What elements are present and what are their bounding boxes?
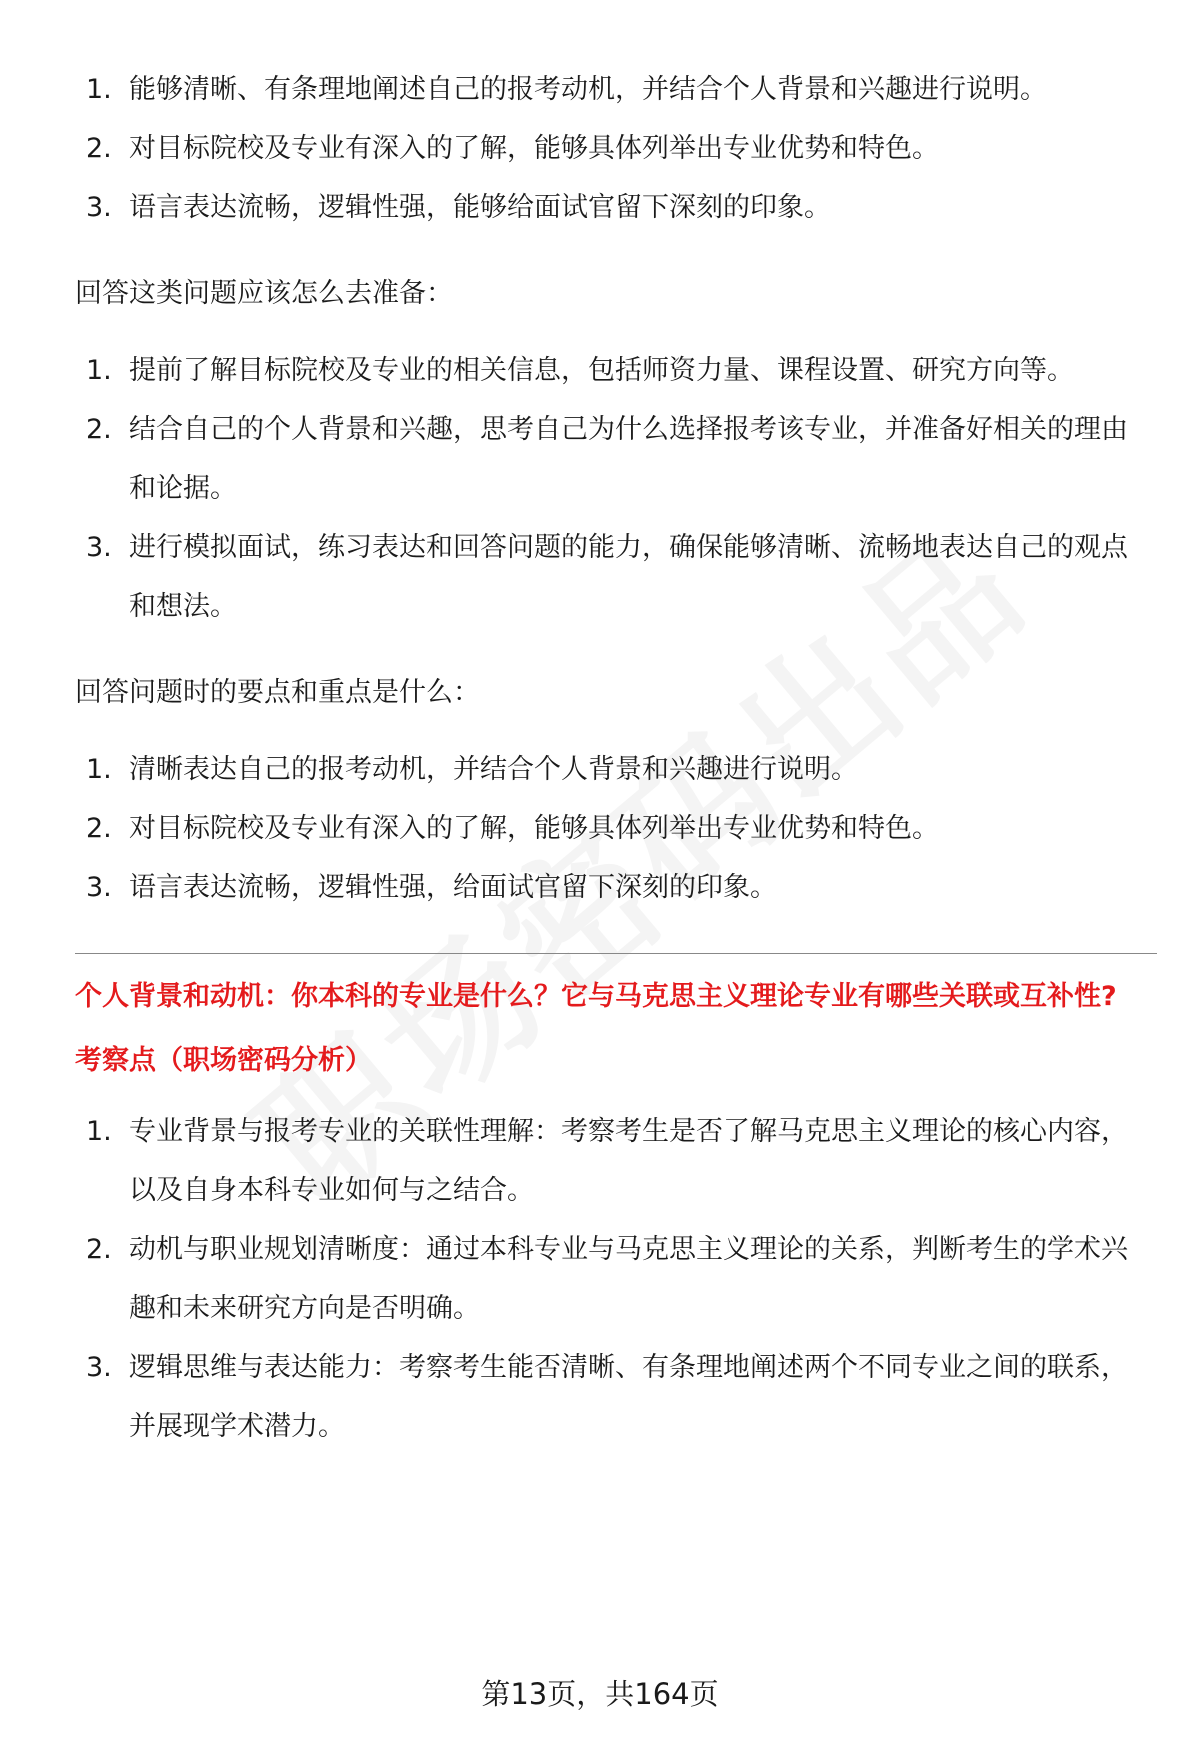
requirements-list bbox=[75, 60, 1145, 237]
list-item bbox=[75, 60, 1145, 119]
section-heading-prepare: 回答这类问题应该怎么去准备： bbox=[75, 278, 453, 309]
list-text: 对目标院校及专业有深入的了解，能够具体列举出专业优势和特色。 bbox=[129, 813, 939, 844]
list-number: 3. bbox=[86, 192, 112, 223]
list-text: 语言表达流畅，逻辑性强，给面试官留下深刻的印象。 bbox=[129, 872, 777, 903]
key-points-list bbox=[75, 740, 1145, 917]
list-text: 进行模拟面试，练习表达和回答问题的能力，确保能够清晰、流畅地表达自己的观点和想法。 bbox=[129, 532, 1128, 622]
page-number: 第13页，共164页 bbox=[481, 1677, 719, 1711]
analysis-list bbox=[75, 1102, 1145, 1456]
page-content bbox=[75, 60, 1145, 1456]
list-text: 对目标院校及专业有深入的了解，能够具体列举出专业优势和特色。 bbox=[129, 133, 939, 164]
list-item bbox=[75, 740, 1145, 799]
section-divider bbox=[75, 953, 1157, 954]
list-item bbox=[75, 400, 1145, 518]
list-text: 结合自己的个人背景和兴趣，思考自己为什么选择报考该专业，并准备好相关的理由和论据。 bbox=[129, 414, 1128, 504]
list-number: 1. bbox=[86, 355, 112, 386]
list-item bbox=[75, 119, 1145, 178]
list-item bbox=[75, 1338, 1145, 1456]
list-text: 逻辑思维与表达能力：考察考生能否清晰、有条理地阐述两个不同专业之间的联系，并展现学术潜力。 bbox=[129, 1352, 1128, 1442]
question-title: 个人背景和动机：你本科的专业是什么？它与马克思主义理论专业有哪些关联或互补性? bbox=[75, 981, 1117, 1012]
list-item bbox=[75, 178, 1145, 237]
section-heading-points: 回答问题时的要点和重点是什么： bbox=[75, 677, 480, 708]
list-item bbox=[75, 1102, 1145, 1220]
list-text: 能够清晰、有条理地阐述自己的报考动机，并结合个人背景和兴趣进行说明。 bbox=[129, 74, 1047, 105]
list-number: 3. bbox=[86, 872, 112, 903]
list-number: 3. bbox=[86, 1352, 112, 1383]
list-item bbox=[75, 1220, 1145, 1338]
analysis-title: 考察点（职场密码分析） bbox=[75, 1045, 372, 1076]
list-item bbox=[75, 518, 1145, 636]
list-number: 2. bbox=[86, 1234, 112, 1265]
list-number: 1. bbox=[86, 74, 112, 105]
list-text: 清晰表达自己的报考动机，并结合个人背景和兴趣进行说明。 bbox=[129, 754, 858, 785]
list-item bbox=[75, 799, 1145, 858]
list-number: 3. bbox=[86, 532, 112, 563]
list-item bbox=[75, 341, 1145, 400]
list-text: 语言表达流畅，逻辑性强，能够给面试官留下深刻的印象。 bbox=[129, 192, 831, 223]
preparation-list bbox=[75, 341, 1145, 636]
list-number: 1. bbox=[86, 1116, 112, 1147]
list-item bbox=[75, 858, 1145, 917]
list-number: 1. bbox=[86, 754, 112, 785]
list-text: 动机与职业规划清晰度：通过本科专业与马克思主义理论的关系，判断考生的学术兴趣和未来研究方向是否明确。 bbox=[129, 1234, 1128, 1324]
list-number: 2. bbox=[86, 813, 112, 844]
list-text: 专业背景与报考专业的关联性理解：考察考生是否了解马克思主义理论的核心内容，以及自身本科专业如何与之结合。 bbox=[129, 1116, 1128, 1206]
list-number: 2. bbox=[86, 414, 112, 445]
list-number: 2. bbox=[86, 133, 112, 164]
list-text: 提前了解目标院校及专业的相关信息，包括师资力量、课程设置、研究方向等。 bbox=[129, 355, 1074, 386]
